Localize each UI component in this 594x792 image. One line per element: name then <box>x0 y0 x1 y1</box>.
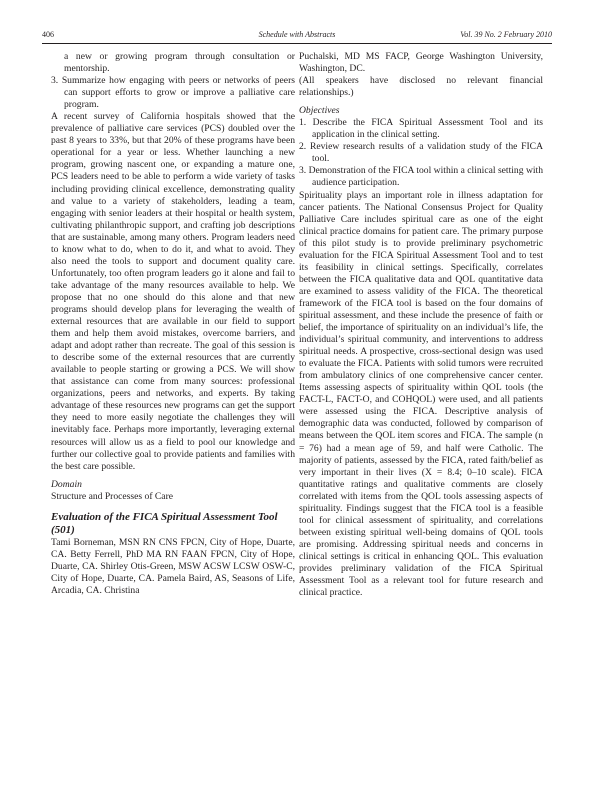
volume-issue: Vol. 39 No. 2 February 2010 <box>460 30 552 39</box>
left-column <box>51 51 295 597</box>
abstract-body-paragraph: Spirituality plays an important role in illness adaptation for cancer patients. The National Consensus Project for Quality Palliative Care includes spiritual care as one of the eight clinical practice domains for patient care. The primary purpose of this pilot study is to provide preliminary psychometric evaluation for the FICA Spiritual Assessment Tool and to test its feasibility in clinical settings. Specifically, correlates between the FICA qualitative data and QOL quantitative data are examined to assess validity of the FICA. The theoretical framework of the FICA tool is based on the four domains of spiritual assessment, and these include the presence of faith or belief, the importance of spirituality on an individual’s life, the individual’s spiritual community, and interventions to address spiritual needs. A prospective, cross-sectional design was used to evaluate the FICA. Patients with solid tumors were recruited from ambulatory clinics of one comprehensive cancer center. Items assessing aspects of spirituality within QOL tools (the FACT-L, FACT-O, and COHQOL) were used, and all patients were assessed using the FICA. Descriptive analysis of demographic data was conducted, followed by comparison of means between the QOL item scores and FICA. The sample (n = 76) had a mean age of 59, and half were Catholic. The majority of patients, assessed by the FICA, rated faith/belief as very important in their lives (X = 8.4; 0–10 scale). FICA quantitative ratings and qualitative comments are closely correlated with items from the QOL tools assessing aspects of spirituality. Findings suggest that the FICA tool is a feasible tool for clinical assessment of spirituality, and correlations between existing spiritual well-being domains of QOL tools are promising. Addressing spiritual needs and concerns in clinical settings is critical in enhancing QOL. This evaluation provides preliminary validation of the FICA Spiritual Assessment Tool as a relevant tool for future research and clinical practice. <box>299 189 543 599</box>
author-list: Tami Borneman, MSN RN CNS FPCN, City of Hope, Duarte, CA. Betty Ferrell, PhD MA RN FAAN FPCN, City of Hope, Duarte, CA. Shirley Otis-Green, MSW ACSW LCSW OSW-C, City of Hope, Duarte, CA. Pamela Baird, AS, Seasons of Life, Arcadia, CA. Christina <box>51 536 295 596</box>
disclosure-note: (All speakers have disclosed no relevant financial relationships.) <box>299 75 543 99</box>
right-column <box>299 51 543 599</box>
objective-item-3: 3. Summarize how engaging with peers or networks of peers can support efforts to grow or improve a palliative care program. <box>51 75 295 111</box>
running-head <box>42 30 552 42</box>
abstract-body-paragraph: A recent survey of California hospitals showed that the prevalence of palliative care services (PCS) doubled over the past 8 years to 33%, but that 20% of these programs have been operational for a year or less. Whether launching a new program, growing nascent one, or expanding a mature one, PCS leaders need to be able to perform a wide variety of tasks including providing clinical excellence, demonstrating quality and value to a variety of stakeholders, leading a team, engaging with senior leaders at their hospital or health system, cultivating philanthropic support, and crafting job descriptions that are sustainable, among many others. Program leaders need to know what to do, when to do it, and what to avoid. They also need the tools to support and document quality care. Unfortunately, too often program leaders go it alone and fail to take advantage of the many resources available to help. We propose that no one should do this alone and that new programs should develop plans for leveraging the wealth of external resources that are available in our field to support them and help them avoid mistakes, overcome barriers, and adapt and adopt rather than recreate. The goal of this session is to describe some of the external resources that are currently available to people starting or growing a PCS. We will show that assistance can come from many sources: professional organizations, peers and networks, and experts. By taking advantage of these resources new programs can get the support they need to more easily negotiate the challenges they will inevitably face. Perhaps more importantly, leveraging external resources will allow us as a field to pool our knowledge and further our collective goal to provide patients and families with the best care possible. <box>51 111 295 472</box>
objective-item-1: 1. Describe the FICA Spiritual Assessment Tool and its application in the clinical setting. <box>299 117 543 141</box>
header-rule <box>42 43 552 44</box>
author-list-continued: Puchalski, MD MS FACP, George Washington University, Washington, DC. <box>299 51 543 75</box>
page-number: 406 <box>42 30 54 39</box>
objectives-label: Objectives <box>299 105 340 117</box>
abstract-title: Evaluation of the FICA Spiritual Assessment Tool (501) <box>51 510 278 536</box>
objective-item-2: 2. Review research results of a validation study of the FICA tool. <box>299 141 543 165</box>
objective-continuation: a new or growing program through consultation or mentorship. <box>64 51 295 75</box>
objective-item-3: 3. Demonstration of the FICA tool within a clinical setting with audience participation. <box>299 165 543 189</box>
domain-label: Domain <box>51 478 82 490</box>
domain-value: Structure and Processes of Care <box>51 490 174 502</box>
journal-section-title: Schedule with Abstracts <box>258 30 336 39</box>
